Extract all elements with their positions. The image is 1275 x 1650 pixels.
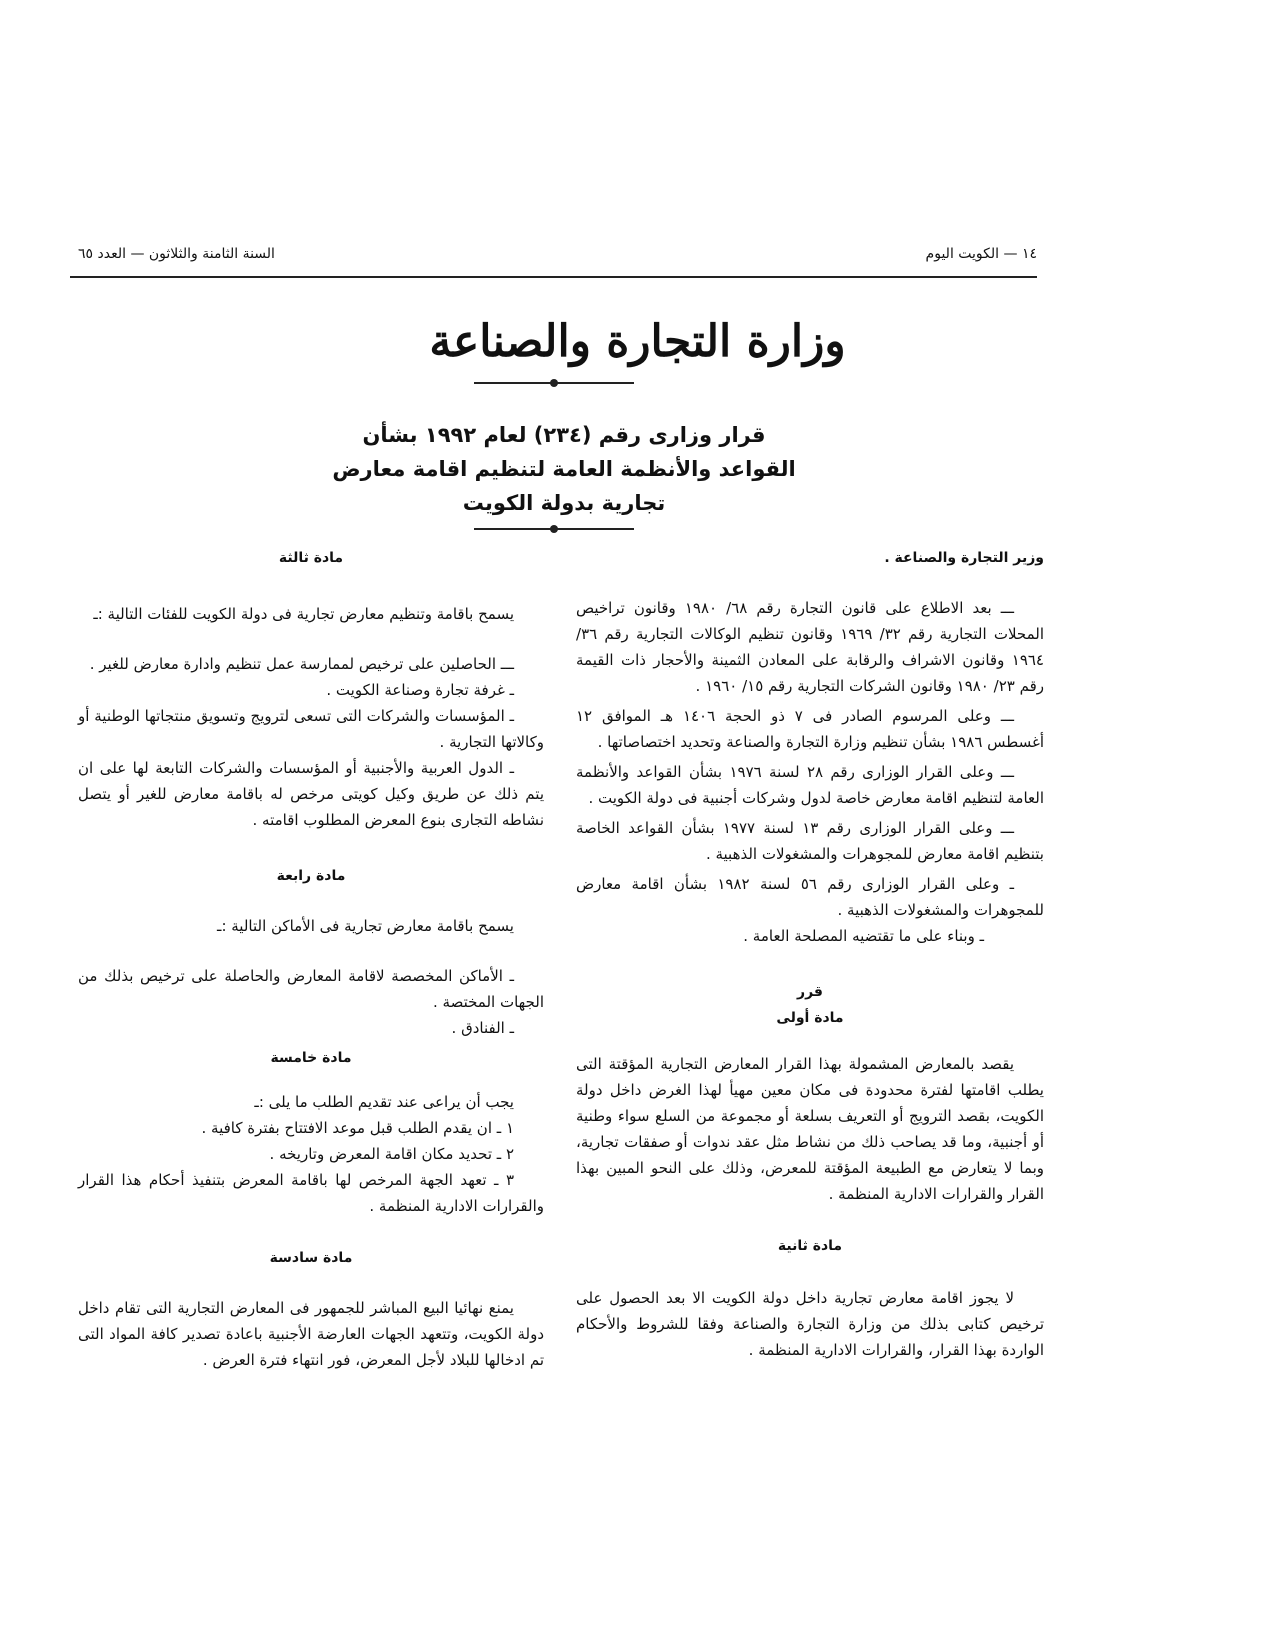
ministry-title: وزارة التجارة والصناعة bbox=[429, 316, 846, 367]
preamble-item: ـــ بعد الاطلاع على قانون التجارة رقم ٦٨/ ١٩٨٠ وقانون تراخيص المحلات التجارية رقم ٣٢/ ١٩٦٩ وقانون تنظيم الوكالات التجارية رقم ٣٦/ ١٩٦٤ وقانون الاشراف والرقابة على المعادن الثمينة والأحجار ذات القيمة رقم ٢٣/ ١٩٨٠ وقانون الشركات التجارية رقم ١٥/ ١٩٦٠ . bbox=[576, 599, 1045, 695]
article-title: مادة ثانية bbox=[777, 1238, 843, 1254]
article-title: مادة خامسة bbox=[270, 1050, 352, 1066]
article-title: مادة رابعة bbox=[276, 868, 346, 884]
right-column bbox=[576, 545, 1044, 1363]
ornament-divider bbox=[474, 382, 634, 384]
article-item: ـ غرفة تجارة وصناعة الكويت . bbox=[326, 681, 514, 699]
article-item: ـ الدول العربية والأجنبية أو المؤسسات والشركات التابعة لها على ان يتم ذلك عن طريق وكيل كويتى مرخص له باقامة معارض للغير أو يتصل نشاطه التجارى بنوع المعرض المطلوب اقامته . bbox=[78, 759, 544, 829]
article-item: ـ المؤسسات والشركات التى تسعى لترويج وتسويق منتجاتها الوطنية أو وكالاتها التجارية . bbox=[78, 707, 544, 751]
ornament-divider bbox=[474, 528, 634, 530]
article-text: يقصد بالمعارض المشمولة بهذا القرار المعارض التجارية المؤقتة التى يطلب اقامتها لفترة محدودة فى مكان معين مهيأ لهذا الغرض داخل دولة الكويت، بقصد الترويج أو التعريف بسلعة أو مجموعة من السلع سواء وطنية أو أجنبية، وما قد يصاحب ذلك من نشاط مثل عقد ندوات أو صفقات تجارية، وبما لا يتعارض مع الطبيعة المؤقتة للمعرض، وذلك على النحو المبين بهذا القرار والقرارات الادارية المنظمة . bbox=[576, 1055, 1044, 1203]
preamble-item: ـــ وعلى القرار الوزارى رقم ٢٨ لسنة ١٩٧٦ بشأن القواعد والأنظمة العامة لتنظيم اقامة معارض خاصة لدول وشركات أجنبية فى دولة الكويت . bbox=[576, 763, 1044, 807]
preamble-item: ـ وبناء على ما تقتضيه المصلحة العامة . bbox=[743, 927, 984, 945]
preamble-item: ـــ وعلى المرسوم الصادر فى ٧ ذو الحجة ١٤٠٦ هـ الموافق ١٢ أغسطس ١٩٨٦ بشأن تنظيم وزارة التجارة والصناعة وتحديد اختصاصاتها . bbox=[576, 707, 1044, 751]
issue-header: السنة الثامنة والثلاثون — العدد ٦٥ bbox=[78, 246, 275, 262]
article-text: لا يجوز اقامة معارض تجارية داخل دولة الكويت الا بعد الحصول على ترخيص كتابى بذلك من وزارة التجارة والصناعة وفقا للشروط والأحكام الواردة بهذا القرار، والقرارات الادارية المنظمة . bbox=[576, 1289, 1044, 1359]
article-title: مادة سادسة bbox=[269, 1250, 353, 1266]
article-item: ٢ ـ تحديد مكان اقامة المعرض وتاريخه . bbox=[269, 1145, 514, 1163]
preamble-item: ـ وعلى القرار الوزارى رقم ٥٦ لسنة ١٩٨٢ بشأن اقامة معارض للمجوهرات والمشغولات الذهبية . bbox=[576, 875, 1044, 919]
article-item: ـــ الحاصلين على ترخيص لممارسة عمل تنظيم وادارة معارض للغير . bbox=[89, 655, 514, 673]
article-intro: يسمح باقامة معارض تجارية فى الأماكن التالية :ـ bbox=[217, 917, 514, 935]
article-item: ٣ ـ تعهد الجهة المرخص لها باقامة المعرض بتنفيذ أحكام هذا القرار والقرارات الادارية المنظمة . bbox=[78, 1171, 544, 1215]
minister-label: وزير التجارة والصناعة . bbox=[884, 550, 1044, 566]
article-title: مادة أولى bbox=[776, 1010, 844, 1026]
article-text: يمنع نهائيا البيع المباشر للجمهور فى المعارض التجارية التى تقام داخل دولة الكويت، وتتعهد الجهات العارضة الأجنبية باعادة تصدير كافة المواد التى تم ادخالها للبلاد لأجل المعرض، فور انتهاء فترة العرض . bbox=[78, 1299, 544, 1369]
article-item: ـ الفنادق . bbox=[451, 1019, 514, 1037]
decided-label: قرر bbox=[797, 984, 823, 1000]
left-column bbox=[78, 545, 544, 1373]
article-intro: يسمح باقامة وتنظيم معارض تجارية فى دولة الكويت للفئات التالية :ـ bbox=[93, 605, 514, 623]
preamble-item: ـــ وعلى القرار الوزارى رقم ١٣ لسنة ١٩٧٧ بشأن القواعد الخاصة بتنظيم اقامة معارض للمجوهرات والمشغولات الذهبية . bbox=[576, 819, 1044, 863]
page-number-header: ١٤ — الكويت اليوم bbox=[925, 246, 1037, 262]
article-title: مادة ثالثة bbox=[278, 550, 344, 566]
article-item: ١ ـ ان يقدم الطلب قبل موعد الافتتاح بفترة كافية . bbox=[201, 1119, 514, 1137]
article-item: ـ الأماكن المخصصة لاقامة المعارض والحاصلة على ترخيص بذلك من الجهات المختصة . bbox=[78, 967, 544, 1011]
decree-title: قرار وزارى رقم (٢٣٤) لعام ١٩٩٢ بشأن القواعد والأنظمة العامة لتنظيم اقامة معارض تجارية بدولة الكويت bbox=[332, 423, 796, 515]
header-divider bbox=[70, 276, 1037, 278]
article-intro: يجب أن يراعى عند تقديم الطلب ما يلى :ـ bbox=[254, 1093, 514, 1111]
